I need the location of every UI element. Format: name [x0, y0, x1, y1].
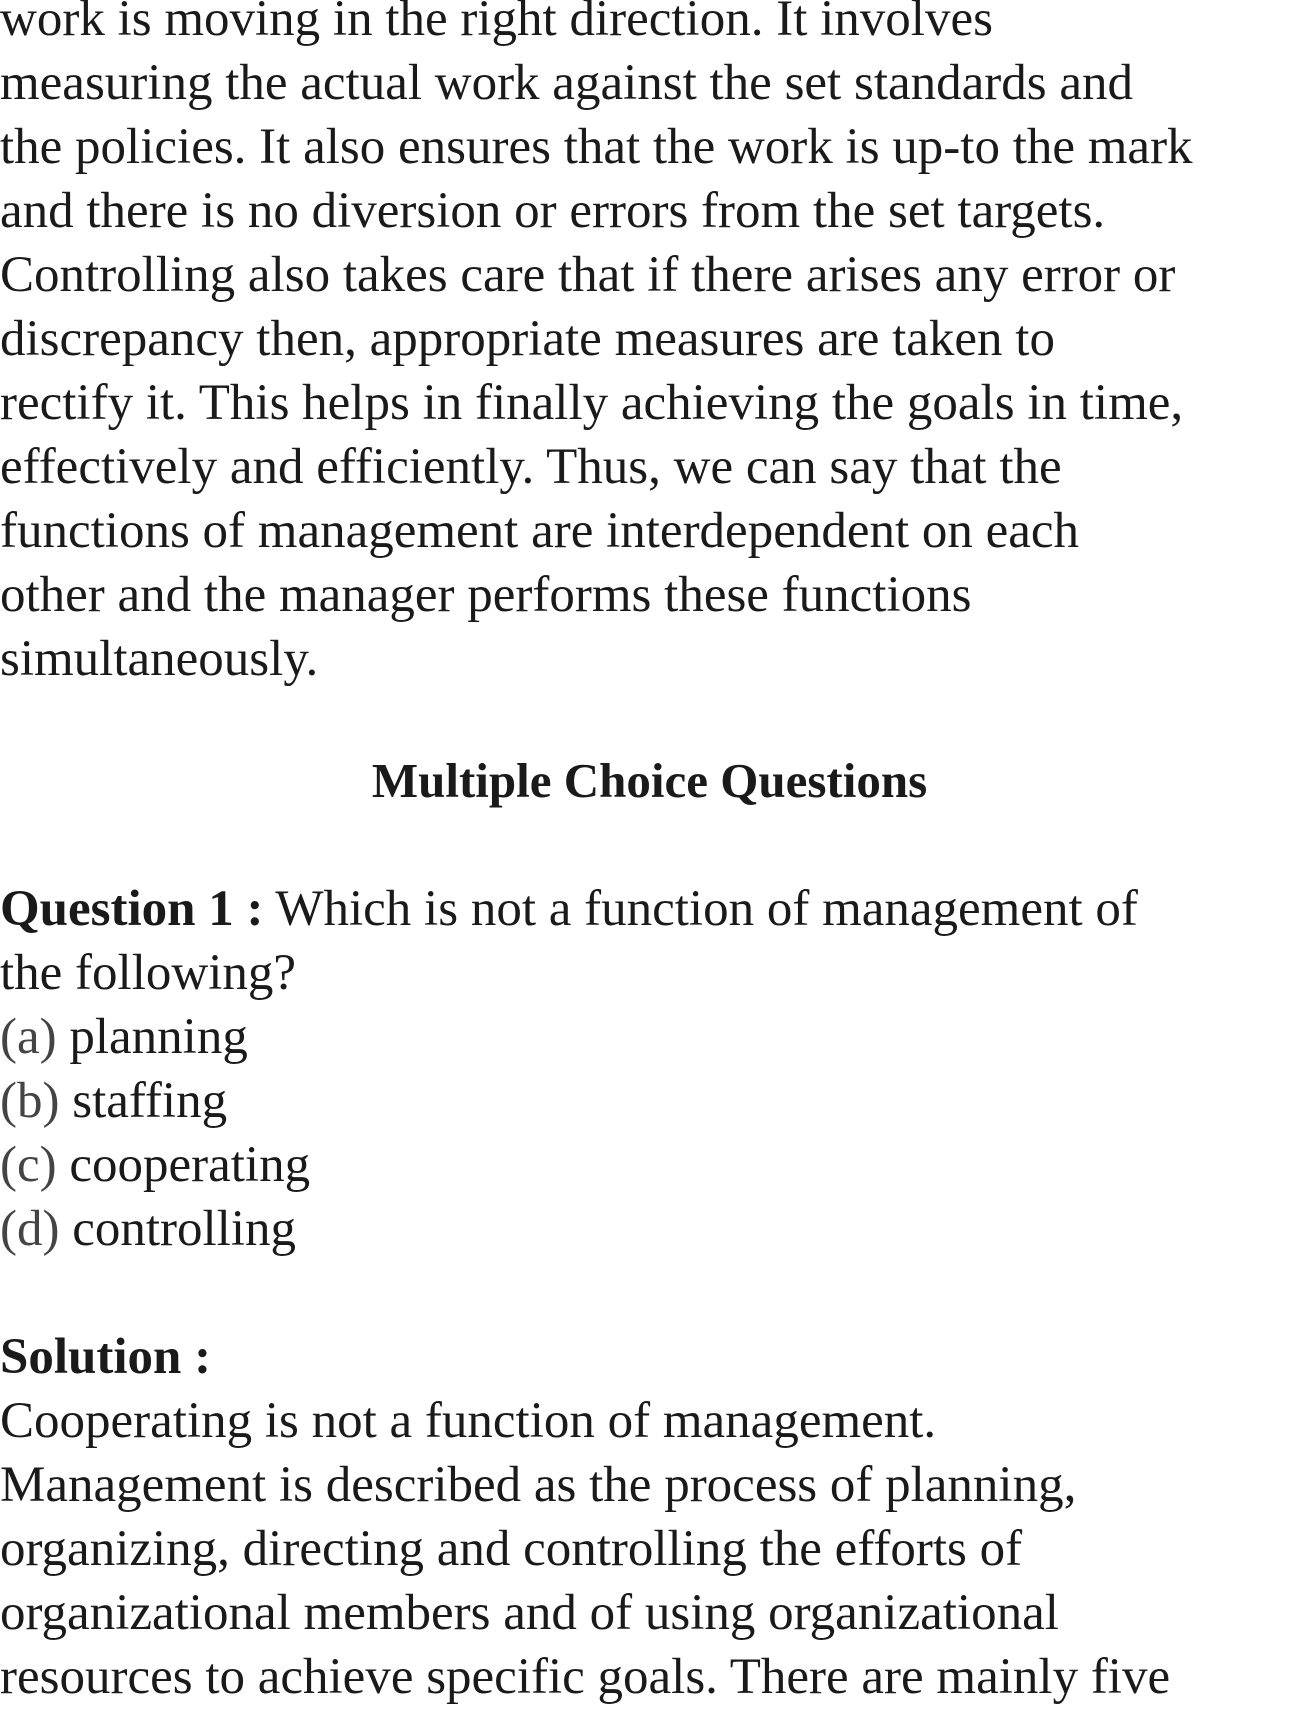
option-text: planning [56, 1009, 248, 1065]
option-label: (c) [0, 1137, 57, 1193]
solution-line: Management is described as the process of planning, [0, 1457, 1077, 1513]
paragraph-line: the policies. It also ensures that the work is up-to the mark [0, 119, 1193, 175]
question-line: the following? [0, 945, 297, 1001]
solution-label: Solution : [0, 1329, 212, 1385]
option-text: staffing [59, 1073, 228, 1129]
solution-line: resources to achieve specific goals. There are mainly five [0, 1649, 1171, 1705]
option-label: (d) [0, 1201, 60, 1257]
paragraph-line: and there is no diversion or errors from the set targets. [0, 183, 1106, 239]
paragraph-line: simultaneously. [0, 631, 319, 687]
paragraph-line: measuring the actual work against the set standards and [0, 55, 1133, 111]
paragraph-line: discrepancy then, appropriate measures are taken to [0, 311, 1055, 367]
option-text: cooperating [56, 1137, 311, 1193]
paragraph-line: other and the manager performs these functions [0, 567, 972, 623]
option-b [0, 1069, 227, 1133]
paragraph-line: Controlling also takes care that if there arises any error or [0, 247, 1176, 303]
paragraph-line: rectify it. This helps in finally achieving the goals in time, [0, 375, 1184, 431]
question-text: Which is not a function of management of [263, 881, 1138, 937]
section-heading: Multiple Choice Questions [371, 753, 928, 808]
paragraph-line: functions of management are interdependent on each [0, 503, 1080, 559]
option-text: controlling [59, 1201, 297, 1257]
question-line [0, 877, 1138, 941]
solution-line: organizational members and of using organizational [0, 1585, 1059, 1641]
option-label: (b) [0, 1073, 60, 1129]
option-a [0, 1005, 248, 1069]
paragraph-line: effectively and efficiently. Thus, we can say that the [0, 439, 1062, 495]
option-label: (a) [0, 1009, 57, 1065]
option-d [0, 1197, 296, 1261]
solution-line: Cooperating is not a function of management. [0, 1393, 937, 1449]
paragraph-line: work is moving in the right direction. It involves [0, 0, 993, 47]
question-label: Question 1 : [0, 881, 264, 937]
option-c [0, 1133, 310, 1197]
solution-line: organizing, directing and controlling the efforts of [0, 1521, 1023, 1577]
